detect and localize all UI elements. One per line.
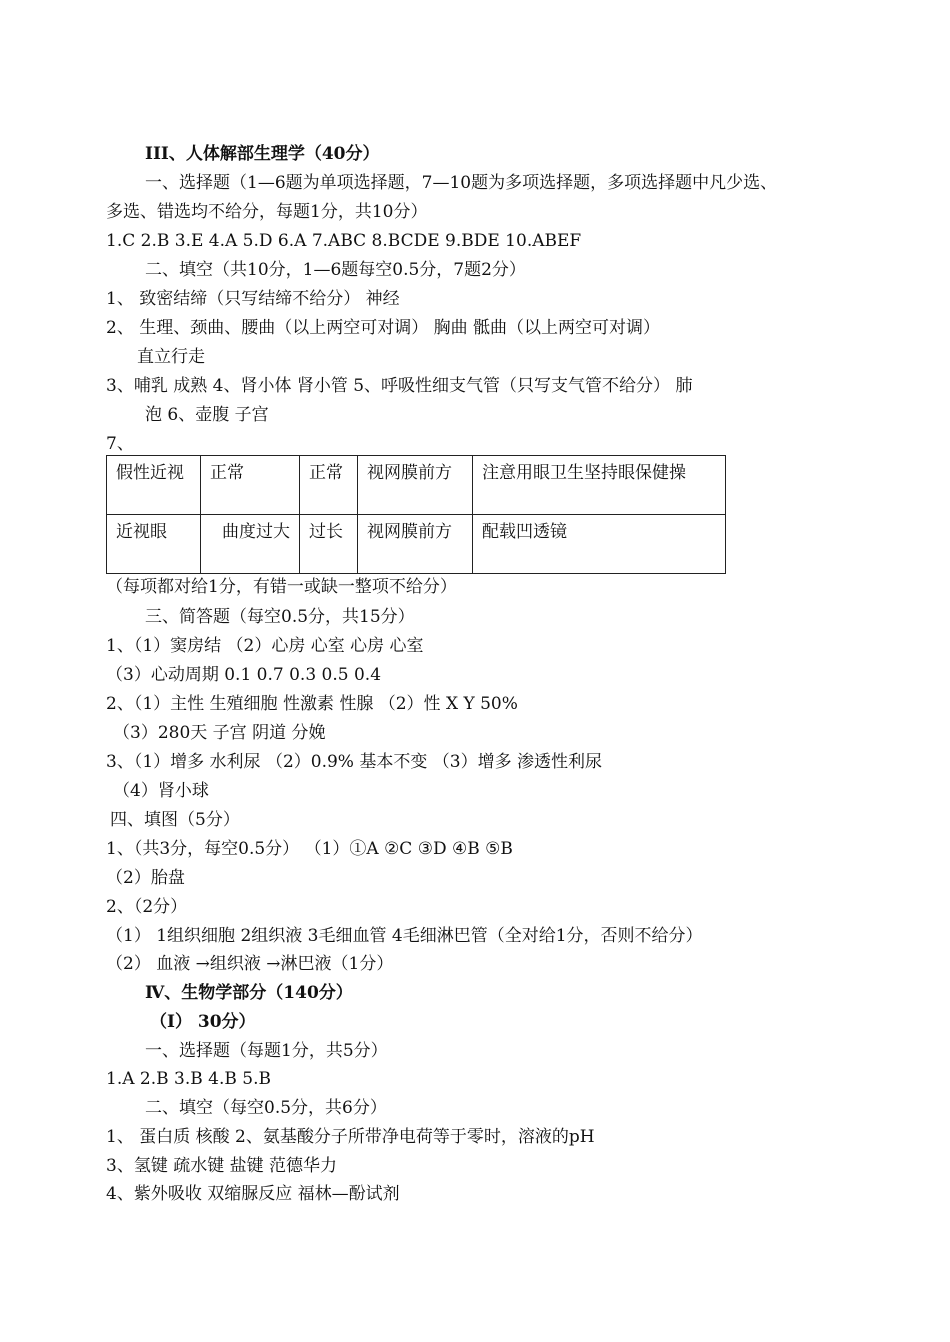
bio-part1-heading: 一、选择题（每题1分，共5分） [145,1041,388,1061]
part1-answers: 1.C 2.B 3.E 4.A 5.D 6.A 7.ABC 8.BCDE 9.BDE 10.ABEF [106,231,582,251]
part4-heading: 四、填图（5分） [110,810,240,830]
part4-line-2a: （1） 1组织细胞 2组织液 3毛细血管 4毛细淋巴管（全对给1分，否则不给分） [106,926,703,946]
section-3-title: III、人体解部生理学（40分） [145,144,380,164]
bio-part2-line-1: 1、 蛋白质 核酸 2、氨基酸分子所带净电荷等于零时，溶液的pH [106,1127,595,1147]
part3-line-3: 3、（1）增多 水利尿 （2）0.9% 基本不变 （3）增多 渗透性利尿 [106,752,602,772]
table-cell: 视网膜前方 [358,515,473,574]
part4-line-2b: （2） 血液 →组织液 →淋巴液（1分） [106,954,394,974]
table-cell: 正常 [201,456,300,515]
part3-line-3-cont: （4）肾小球 [113,781,209,801]
table-cell: 假性近视 [107,456,201,515]
part2-line-2-cont: 直立行走 [137,347,205,367]
table-cell: 视网膜前方 [358,456,473,515]
part4-line-1: 1、（共3分，每空0.5分） （1）①A ②C ③D ④B ⑤B [106,839,513,859]
bio-part2-line-4: 4、紫外吸收 双缩脲反应 福林—酚试剂 [106,1184,400,1204]
bio-part2-line-3: 3、氢键 疏水键 盐键 范德华力 [106,1156,338,1176]
part3-line-1-cont: （3）心动周期 0.1 0.7 0.3 0.5 0.4 [106,665,382,685]
part2-line-3-cont: 泡 6、壶腹 子宫 [145,405,269,425]
part4-line-2: 2、（2分） [106,897,188,917]
section-4-title: Ⅳ、生物学部分（140分） [145,983,353,1003]
section-4-subtitle: （Ⅰ） 30分） [150,1012,256,1032]
table-note: （每项都对给1分，有错一或缺一整项不给分） [106,577,457,597]
table-cell: 曲度过大 [201,515,300,574]
part1-heading: 一、选择题（1—6题为单项选择题，7—10题为多项选择题，多项选择题中凡少选、 [145,173,778,193]
part3-heading: 三、简答题（每空0.5分，共15分） [145,607,415,627]
table-row [107,456,726,515]
table-cell: 正常 [300,456,358,515]
part2-heading: 二、填空（共10分，1—6题每空0.5分，7题2分） [145,260,526,280]
part4-line-1-cont: （2）胎盘 [106,868,185,888]
part2-line-3: 3、哺乳 成熟 4、肾小体 肾小管 5、呼吸性细支气管（只写支气管不给分） 肺 [106,376,693,396]
table-cell: 过长 [300,515,358,574]
part2-line-1: 1、 致密结缔（只写结缔不给分） 神经 [106,289,400,309]
bio-part2-heading: 二、填空（每空0.5分，共6分） [145,1098,387,1118]
answer-table [106,455,726,574]
table-cell: 配载凹透镜 [473,515,726,574]
part3-line-2: 2、（1）主性 生殖细胞 性激素 性腺 （2）性 X Y 50% [106,694,518,714]
table-cell: 注意用眼卫生坚持眼保健操 [473,456,726,515]
part3-line-2-cont: （3）280天 子宫 阴道 分娩 [113,723,326,743]
part2-line-7: 7、 [106,434,134,454]
table-cell: 近视眼 [107,515,201,574]
table-row [107,515,726,574]
part1-heading-cont: 多选、错选均不给分，每题1分，共10分） [106,202,428,222]
part2-line-2: 2、 生理、颈曲、腰曲（以上两空可对调） 胸曲 骶曲（以上两空可对调） [106,318,661,338]
bio-part1-answers: 1.A 2.B 3.B 4.B 5.B [106,1069,271,1089]
part3-line-1: 1、（1）窦房结 （2）心房 心室 心房 心室 [106,636,424,656]
